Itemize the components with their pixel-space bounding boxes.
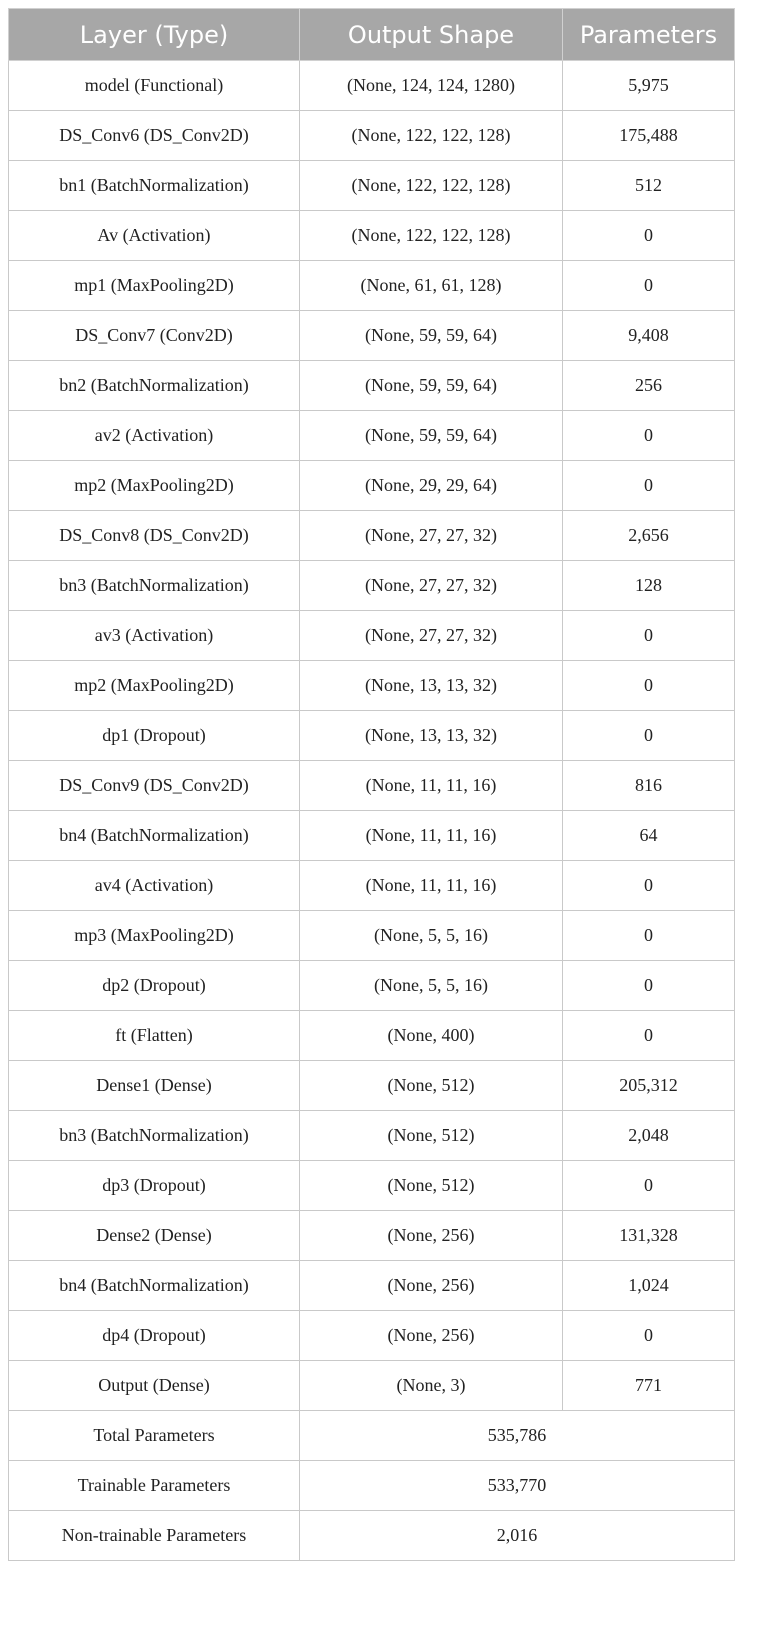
table-row <box>9 611 735 661</box>
params-cell: 0 <box>563 711 735 761</box>
shape-cell: (None, 122, 122, 128) <box>300 211 563 261</box>
params-cell: 205,312 <box>563 1061 735 1111</box>
table-body <box>9 61 735 1561</box>
shape-cell: (None, 61, 61, 128) <box>300 261 563 311</box>
layer-cell: dp1 (Dropout) <box>9 711 300 761</box>
table-row <box>9 661 735 711</box>
params-cell: 0 <box>563 661 735 711</box>
table-row <box>9 411 735 461</box>
shape-cell: (None, 512) <box>300 1161 563 1211</box>
shape-cell: (None, 59, 59, 64) <box>300 311 563 361</box>
params-cell: 0 <box>563 861 735 911</box>
layer-cell: bn4 (BatchNormalization) <box>9 811 300 861</box>
shape-cell: (None, 122, 122, 128) <box>300 111 563 161</box>
layer-cell: Dense1 (Dense) <box>9 1061 300 1111</box>
shape-cell: (None, 11, 11, 16) <box>300 861 563 911</box>
layer-cell: mp2 (MaxPooling2D) <box>9 661 300 711</box>
table-row <box>9 111 735 161</box>
table-row <box>9 1211 735 1261</box>
model-summary-table <box>8 8 735 1561</box>
shape-cell: (None, 256) <box>300 1211 563 1261</box>
summary-row-non-trainable <box>9 1511 735 1561</box>
shape-cell: (None, 5, 5, 16) <box>300 961 563 1011</box>
shape-cell: (None, 27, 27, 32) <box>300 561 563 611</box>
layer-cell: mp1 (MaxPooling2D) <box>9 261 300 311</box>
params-cell: 0 <box>563 261 735 311</box>
summary-value: 533,770 <box>300 1461 735 1511</box>
layer-cell: Output (Dense) <box>9 1361 300 1411</box>
summary-label: Trainable Parameters <box>9 1461 300 1511</box>
header-output-shape: Output Shape <box>300 9 563 61</box>
table-row <box>9 211 735 261</box>
params-cell: 2,048 <box>563 1111 735 1161</box>
summary-label: Total Parameters <box>9 1411 300 1461</box>
layer-cell: av4 (Activation) <box>9 861 300 911</box>
layer-cell: mp2 (MaxPooling2D) <box>9 461 300 511</box>
table-row <box>9 361 735 411</box>
header-layer-type: Layer (Type) <box>9 9 300 61</box>
table-row <box>9 861 735 911</box>
params-cell: 256 <box>563 361 735 411</box>
header-row <box>9 9 735 61</box>
layer-cell: Av (Activation) <box>9 211 300 261</box>
params-cell: 0 <box>563 211 735 261</box>
table-row <box>9 811 735 861</box>
shape-cell: (None, 11, 11, 16) <box>300 811 563 861</box>
layer-cell: av3 (Activation) <box>9 611 300 661</box>
shape-cell: (None, 13, 13, 32) <box>300 661 563 711</box>
layer-cell: ft (Flatten) <box>9 1011 300 1061</box>
table-row <box>9 1261 735 1311</box>
layer-cell: av2 (Activation) <box>9 411 300 461</box>
layer-cell: DS_Conv9 (DS_Conv2D) <box>9 761 300 811</box>
params-cell: 512 <box>563 161 735 211</box>
layer-cell: dp2 (Dropout) <box>9 961 300 1011</box>
shape-cell: (None, 122, 122, 128) <box>300 161 563 211</box>
shape-cell: (None, 5, 5, 16) <box>300 911 563 961</box>
table-row <box>9 961 735 1011</box>
params-cell: 128 <box>563 561 735 611</box>
shape-cell: (None, 512) <box>300 1061 563 1111</box>
summary-row-trainable <box>9 1461 735 1511</box>
params-cell: 0 <box>563 911 735 961</box>
shape-cell: (None, 256) <box>300 1311 563 1361</box>
params-cell: 2,656 <box>563 511 735 561</box>
params-cell: 175,488 <box>563 111 735 161</box>
summary-value: 2,016 <box>300 1511 735 1561</box>
params-cell: 0 <box>563 611 735 661</box>
model-summary-table-wrapper <box>8 8 735 1561</box>
params-cell: 0 <box>563 961 735 1011</box>
shape-cell: (None, 29, 29, 64) <box>300 461 563 511</box>
params-cell: 0 <box>563 461 735 511</box>
layer-cell: bn4 (BatchNormalization) <box>9 1261 300 1311</box>
table-row <box>9 761 735 811</box>
shape-cell: (None, 13, 13, 32) <box>300 711 563 761</box>
params-cell: 5,975 <box>563 61 735 111</box>
layer-cell: dp4 (Dropout) <box>9 1311 300 1361</box>
table-row <box>9 461 735 511</box>
shape-cell: (None, 11, 11, 16) <box>300 761 563 811</box>
summary-value: 535,786 <box>300 1411 735 1461</box>
params-cell: 816 <box>563 761 735 811</box>
params-cell: 0 <box>563 1311 735 1361</box>
table-row <box>9 711 735 761</box>
params-cell: 771 <box>563 1361 735 1411</box>
layer-cell: dp3 (Dropout) <box>9 1161 300 1211</box>
table-row <box>9 561 735 611</box>
layer-cell: mp3 (MaxPooling2D) <box>9 911 300 961</box>
params-cell: 9,408 <box>563 311 735 361</box>
table-row <box>9 511 735 561</box>
params-cell: 0 <box>563 1161 735 1211</box>
layer-cell: DS_Conv7 (Conv2D) <box>9 311 300 361</box>
table-row <box>9 161 735 211</box>
layer-cell: Dense2 (Dense) <box>9 1211 300 1261</box>
params-cell: 64 <box>563 811 735 861</box>
shape-cell: (None, 27, 27, 32) <box>300 511 563 561</box>
table-row <box>9 1311 735 1361</box>
layer-cell: model (Functional) <box>9 61 300 111</box>
shape-cell: (None, 59, 59, 64) <box>300 361 563 411</box>
table-row <box>9 261 735 311</box>
layer-cell: bn1 (BatchNormalization) <box>9 161 300 211</box>
shape-cell: (None, 124, 124, 1280) <box>300 61 563 111</box>
shape-cell: (None, 256) <box>300 1261 563 1311</box>
summary-row-total <box>9 1411 735 1461</box>
table-row <box>9 1111 735 1161</box>
layer-cell: bn3 (BatchNormalization) <box>9 1111 300 1161</box>
table-row <box>9 1011 735 1061</box>
shape-cell: (None, 27, 27, 32) <box>300 611 563 661</box>
params-cell: 131,328 <box>563 1211 735 1261</box>
header-parameters: Parameters <box>563 9 735 61</box>
params-cell: 0 <box>563 411 735 461</box>
table-row <box>9 311 735 361</box>
table-row <box>9 1061 735 1111</box>
table-header <box>9 9 735 61</box>
table-row <box>9 911 735 961</box>
layer-cell: bn3 (BatchNormalization) <box>9 561 300 611</box>
table-row <box>9 1161 735 1211</box>
params-cell: 1,024 <box>563 1261 735 1311</box>
table-row <box>9 1361 735 1411</box>
layer-cell: DS_Conv6 (DS_Conv2D) <box>9 111 300 161</box>
layer-cell: bn2 (BatchNormalization) <box>9 361 300 411</box>
shape-cell: (None, 59, 59, 64) <box>300 411 563 461</box>
table-row <box>9 61 735 111</box>
summary-label: Non-trainable Parameters <box>9 1511 300 1561</box>
layer-cell: DS_Conv8 (DS_Conv2D) <box>9 511 300 561</box>
shape-cell: (None, 400) <box>300 1011 563 1061</box>
shape-cell: (None, 512) <box>300 1111 563 1161</box>
shape-cell: (None, 3) <box>300 1361 563 1411</box>
params-cell: 0 <box>563 1011 735 1061</box>
